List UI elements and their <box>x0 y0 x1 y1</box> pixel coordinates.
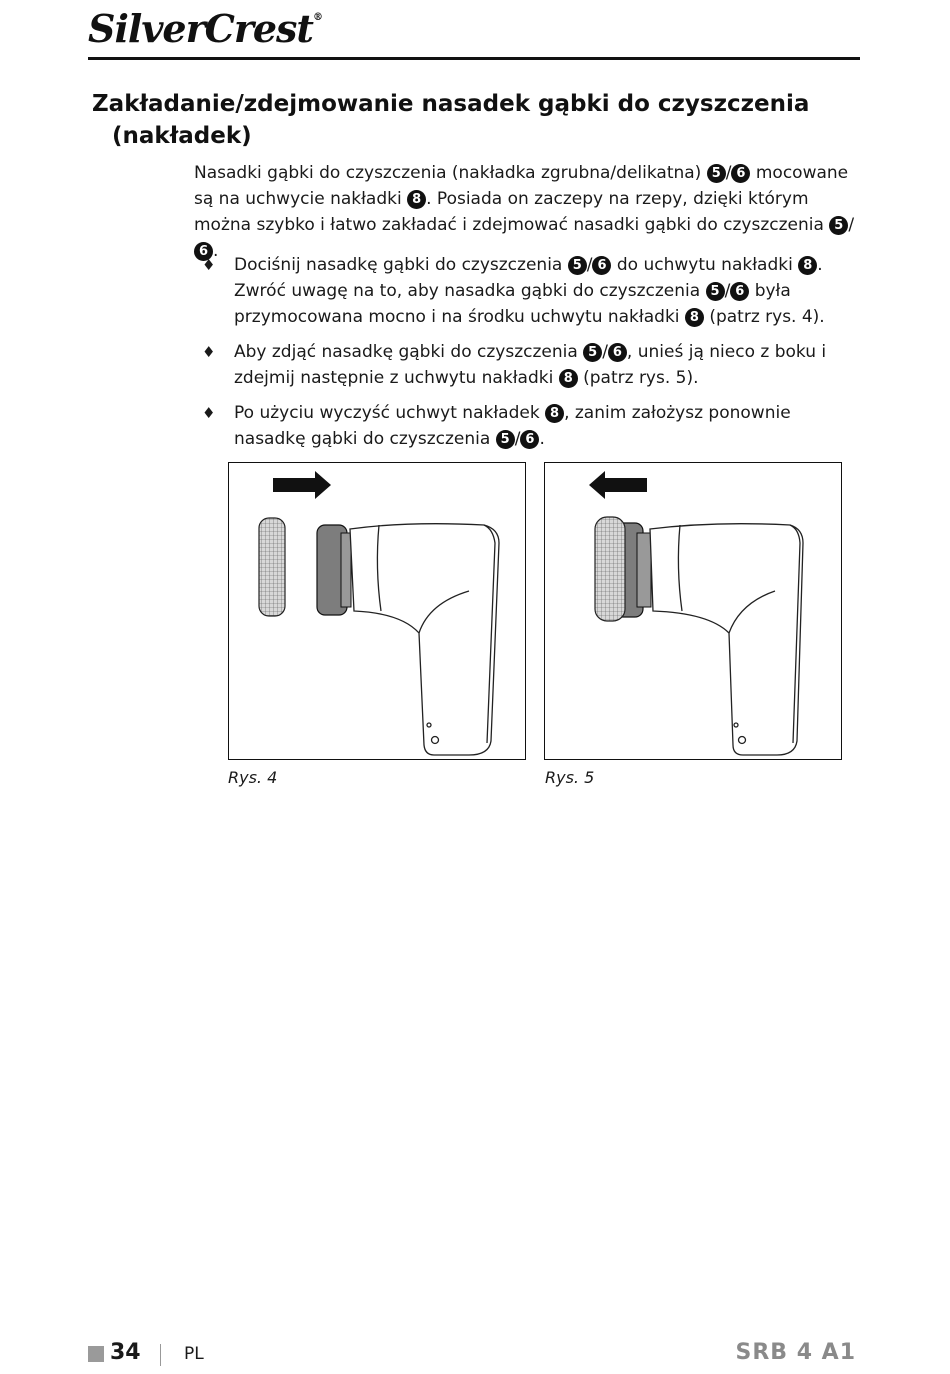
slash: / <box>725 163 732 183</box>
item-text: . <box>539 429 545 449</box>
arrow-left-icon <box>589 471 647 499</box>
number-badge: 6 <box>731 164 750 183</box>
slash: / <box>586 255 593 275</box>
diamond-bullet-icon: ♦ <box>202 404 216 422</box>
intro-text: . <box>213 241 219 261</box>
list-item <box>200 400 860 452</box>
number-badge: 8 <box>407 190 426 209</box>
number-badge: 6 <box>592 256 611 275</box>
device-body-icon <box>650 524 803 755</box>
number-badge: 5 <box>568 256 587 275</box>
number-badge: 8 <box>559 369 578 388</box>
slash: / <box>514 429 521 449</box>
registered-mark: ® <box>312 12 322 23</box>
brand-name: SilverCrest <box>88 6 313 51</box>
item-text: Aby zdjąć nasadkę gąbki do czyszczenia <box>234 342 584 362</box>
device-body-icon <box>350 524 499 755</box>
number-badge: 5 <box>496 430 515 449</box>
footer-divider <box>160 1344 161 1366</box>
arrow-right-icon <box>273 471 331 499</box>
item-text: , zanim założysz ponownie nasadkę gąbki do czyszczenia <box>234 403 791 449</box>
item-text: . Zwróć uwagę na to, aby nasadka gąbki do czyszczenia <box>234 255 823 301</box>
device-illustration <box>545 463 841 759</box>
sponge-pad-icon <box>259 518 285 616</box>
slash: / <box>724 281 731 301</box>
page-number: 34 <box>110 1340 141 1365</box>
item-text: Po użyciu wyczyść uchwyt nakładek <box>234 403 546 423</box>
sponge-pad-icon <box>595 517 625 621</box>
device-illustration <box>229 463 525 759</box>
number-badge: 5 <box>706 282 725 301</box>
intro-text: mocowane są na uchwycie nakładki <box>194 163 849 209</box>
section-heading <box>92 88 862 152</box>
number-badge: 8 <box>545 404 564 423</box>
item-text: , unieś ją nieco z boku i zdejmij następnie z uchwytu nakładki <box>234 342 827 388</box>
number-badge: 6 <box>194 242 213 261</box>
number-badge: 6 <box>608 343 627 362</box>
pad-holder-icon <box>317 525 351 615</box>
intro-paragraph <box>194 160 860 264</box>
figure-4 <box>228 462 526 760</box>
model-number: SRB 4 A1 <box>735 1340 856 1365</box>
brand-logo <box>88 6 322 51</box>
item-text: była przymocowana mocno i na środku uchwytu nakładki <box>234 281 791 327</box>
diamond-bullet-icon: ♦ <box>202 256 216 274</box>
slash: / <box>602 342 608 362</box>
item-text: Dociśnij nasadkę gąbki do czyszczenia <box>234 255 568 275</box>
figure-4-caption: Rys. 4 <box>228 768 278 787</box>
item-text: do uchwytu nakładki <box>611 255 799 275</box>
number-badge: 6 <box>520 430 539 449</box>
number-badge: 8 <box>798 256 817 275</box>
instruction-list <box>200 252 860 461</box>
intro-text: Nasadki gąbki do czyszczenia (nakładka zgrubna/delikatna) <box>194 163 707 183</box>
number-badge: 5 <box>707 164 726 183</box>
figure-5 <box>544 462 842 760</box>
list-item <box>200 252 860 330</box>
slash: / <box>848 215 855 235</box>
item-text: (patrz rys. 5). <box>577 368 699 388</box>
page-marker-square <box>88 1346 104 1362</box>
list-item <box>200 339 860 391</box>
item-text: (patrz rys. 4). <box>703 307 825 327</box>
heading-line-1: Zakładanie/zdejmowanie nasadek gąbki do czyszczenia <box>92 91 810 117</box>
number-badge: 8 <box>685 308 704 327</box>
number-badge: 5 <box>829 216 848 235</box>
heading-line-2: (nakładek) <box>112 123 252 149</box>
intro-text: . Posiada on zaczepy na rzepy, dzięki którym można szybko i łatwo zakładać i zdejmować nasadki gąbki do czyszczenia <box>194 189 830 235</box>
figure-5-caption: Rys. 5 <box>545 768 595 787</box>
diamond-bullet-icon: ♦ <box>202 343 216 361</box>
header-rule <box>88 57 860 60</box>
number-badge: 6 <box>730 282 749 301</box>
number-badge: 5 <box>583 343 602 362</box>
language-code: PL <box>184 1344 204 1364</box>
